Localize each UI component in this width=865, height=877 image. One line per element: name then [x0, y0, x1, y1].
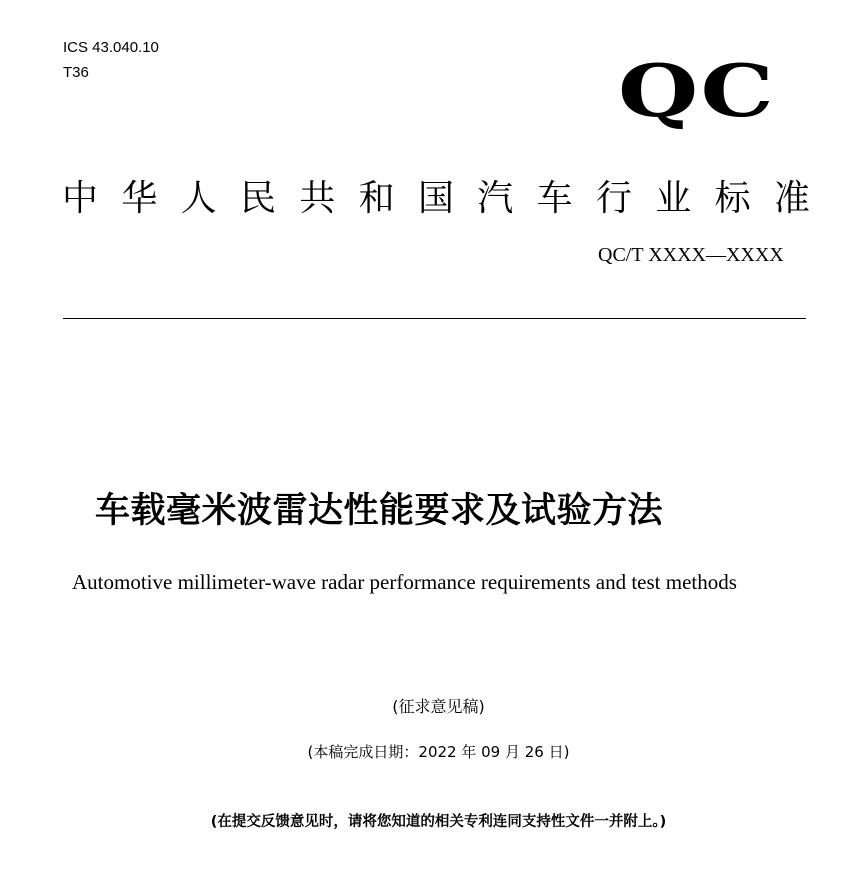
- horizontal-rule: [63, 318, 806, 319]
- standard-organization-title: [62, 176, 810, 222]
- org-char: 中: [62, 178, 99, 219]
- org-char: 共: [299, 178, 336, 219]
- org-char: 行: [595, 178, 632, 219]
- ics-code: ICS 43.040.10: [63, 39, 159, 56]
- qc-logo: QC: [618, 49, 777, 134]
- org-char: 国: [417, 178, 454, 219]
- org-char: 民: [239, 178, 276, 219]
- patent-notice: (在提交反馈意见时，请将您知道的相关专利连同支持性文件一并附上。): [210, 814, 667, 830]
- org-char: 准: [773, 178, 810, 219]
- standard-number: QC/T XXXX—XXXX: [598, 244, 784, 266]
- org-char: 汽: [477, 178, 514, 219]
- org-char: 华: [121, 178, 158, 219]
- org-char: 标: [714, 178, 751, 219]
- document-title-chinese: 车载毫米波雷达性能要求及试验方法: [95, 491, 664, 531]
- completion-date: (本稿完成日期：2022 年 09 月 26 日): [307, 743, 570, 761]
- org-char: 车: [536, 178, 573, 219]
- draft-label: (征求意见稿): [392, 697, 485, 716]
- org-char: 业: [655, 178, 692, 219]
- org-char: 和: [358, 178, 395, 219]
- category-code: T36: [63, 64, 89, 81]
- document-title-english: Automotive millimeter-wave radar performance requirements and test methods: [72, 570, 737, 594]
- org-char: 人: [180, 178, 217, 219]
